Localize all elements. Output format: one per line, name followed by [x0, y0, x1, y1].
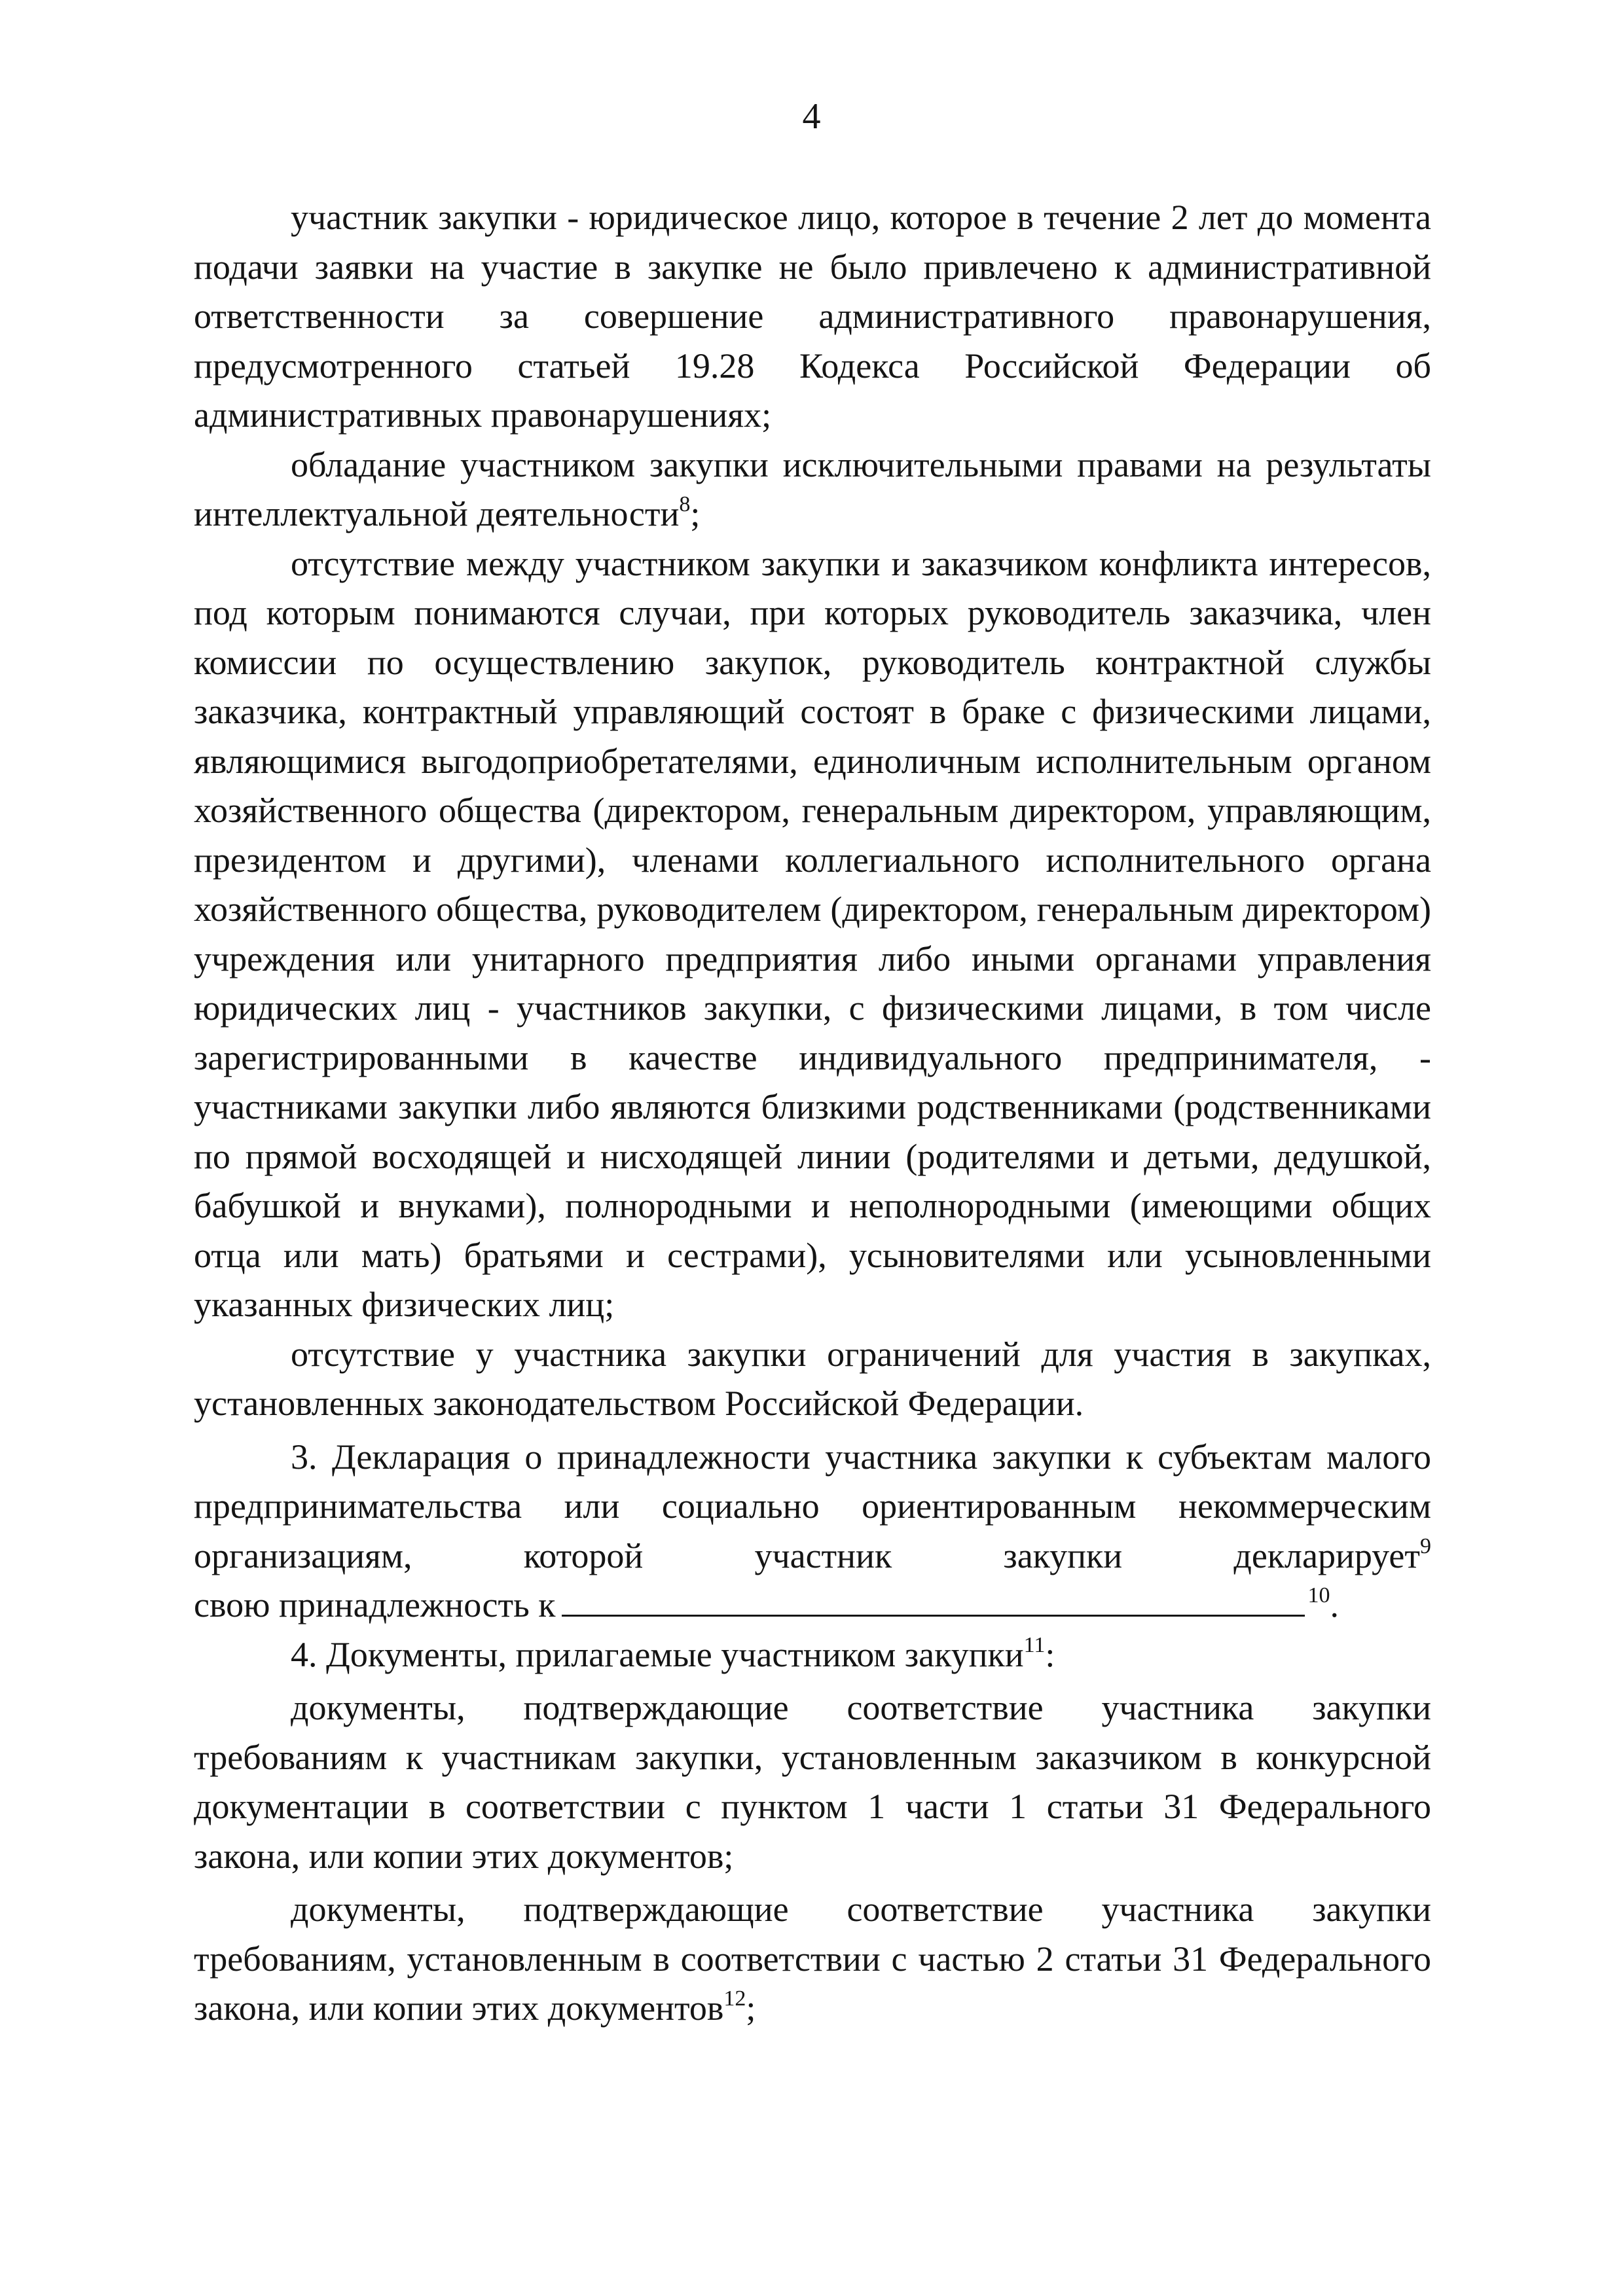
footnote-marker: 11: [1023, 1632, 1046, 1657]
footnote-marker: 10: [1307, 1583, 1330, 1607]
paragraph-attached-documents: [194, 1630, 1431, 1680]
footnote-marker: 8: [679, 492, 691, 516]
document-body: [194, 193, 1431, 2034]
footnote-marker: 9: [1420, 1534, 1431, 1558]
paragraph-participant-not-liable: участник закупки - юридическое лицо, которое в течение 2 лет до момента подачи заявки на участие в закупке не было привлечено к административной ответственности за совершение административного правонарушения, предусмотренного статьей 19.28 Кодекса Российской Федерации об административных правонарушениях;: [194, 198, 1431, 435]
paragraph-documents-part2: [194, 1885, 1431, 2034]
blank-line-group: [194, 1585, 1339, 1624]
paragraph-declaration: [194, 1433, 1431, 1630]
punctuation: :: [1045, 1634, 1055, 1674]
punctuation: ;: [690, 494, 701, 533]
paragraph-text: документы, подтверждающие соответствие участника закупки требованиям, установленным в соответствии с частью 2 статьи 31 Федерального закона, или копии этих документов: [194, 1890, 1431, 2028]
paragraph-text: обладание участником закупки исключительными правами на результаты интеллектуальной деятельности: [194, 444, 1431, 533]
paragraph-no-restrictions: отсутствие у участника закупки ограничений для участия в закупках, установленных законодательством Российской Федерации.: [194, 1334, 1431, 1423]
page-number: 4: [802, 96, 821, 137]
footnote-marker: 12: [723, 1986, 746, 2011]
paragraph-documents-part1: документы, подтверждающие соответствие участника закупки требованиям к участникам закупки, установленным заказчиком в конкурсной документации в соответствии с пунктом 1 части 1 статьи 31 Федерального закона, или копии этих документов;: [194, 1688, 1431, 1876]
paragraph-conflict-of-interest: отсутствие между участником закупки и заказчиком конфликта интересов, под которым понимаются случаи, при которых руководитель заказчика, член комиссии по осуществлению закупок, руководитель контрактной службы заказчика, контрактный управляющий состоят в браке с физическими лицами, являющимися выгодоприобретателями, единоличным исполнительным органом хозяйственного общества (директором, генеральным директором, управляющим, президентом и другими), членами коллегиального исполнительного органа хозяйственного общества, руководителем (директором, генеральным директором) учреждения или унитарного предприятия либо иными органами управления юридических лиц - участников закупки, с физическими лицами, в том числе зарегистрированными в качестве индивидуального предпринимателя, - участниками закупки либо являются близкими родственниками (родственниками по прямой восходящей и нисходящей линии (родителями и детьми, дедушкой, бабушкой и внуками), полнородными и неполнородными (имеющими общих отца или мать) братьями и сестрами), усыновителями или усыновленными указанных физических лиц;: [194, 543, 1431, 1324]
paragraph-intellectual-property: [194, 440, 1431, 539]
punctuation: ;: [746, 1988, 756, 2028]
fill-in-blank: [562, 1585, 1305, 1617]
paragraph-text: 3. Декларация о принадлежности участника закупки к субъектам малого предпринимательства или социально ориентированным некоммерческим организациям, которой участник закупки декларирует: [194, 1437, 1431, 1575]
paragraph-text: свою принадлежность к: [194, 1585, 556, 1624]
punctuation: .: [1330, 1585, 1339, 1624]
paragraph-text: 4. Документы, прилагаемые участником закупки: [291, 1634, 1024, 1674]
